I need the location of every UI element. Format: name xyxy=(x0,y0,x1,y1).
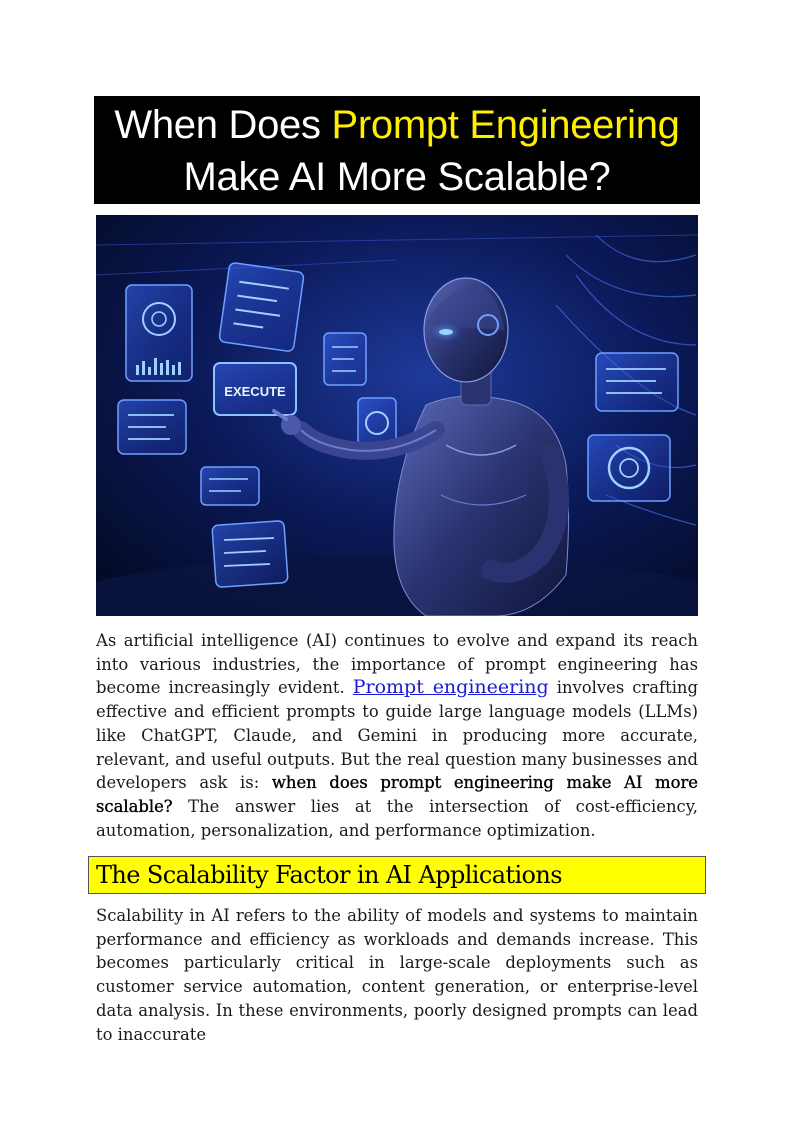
execute-label: EXECUTE xyxy=(224,384,286,399)
intro-text-2: involves crafting effective and efficient prompts to guide large language models (LLMs) like ChatGPT, Claude, and Gemini in producing more accurate, relevant, and useful outputs. But the real question many businesses and developers ask is: xyxy=(96,678,698,793)
intro-text-3: The answer lies at the intersection of cost-efficiency, automation, personalization, and performance optimization. xyxy=(96,796,698,840)
title-highlight: Prompt Engineering xyxy=(331,103,680,147)
panel-2 xyxy=(219,262,304,352)
section-heading: The Scalability Factor in AI Applications xyxy=(88,856,706,894)
panel-6 xyxy=(201,467,259,505)
panel-7 xyxy=(212,521,288,588)
intro-paragraph xyxy=(96,629,698,842)
hero-image xyxy=(96,215,698,616)
execute-panel xyxy=(214,363,296,415)
page-title xyxy=(94,96,700,204)
intro-text-1: As artificial intelligence (AI) continues to evolve and expand its reach into various industries, the importance of prompt engineering has become increasingly evident. xyxy=(96,631,698,698)
section-body: Scalability in AI refers to the ability of models and systems to maintain performance and efficiency as workloads and demands increase. This becomes particularly critical in large-scale deployments such as customer service automation, content generation, or enterprise-level data analysis. In these environments, poorly designed prompts can lead to inaccurate xyxy=(96,906,698,1044)
title-line-1 xyxy=(94,99,700,151)
intro-bold-question: when does prompt engineering make AI more scalable? xyxy=(96,773,698,816)
panel-8 xyxy=(596,353,678,411)
panel-4 xyxy=(324,333,366,385)
title-line-2: Make AI More Scalable? xyxy=(183,155,611,199)
panel-1 xyxy=(126,285,192,381)
panel-9 xyxy=(588,435,670,501)
title-text: When Does xyxy=(114,103,332,147)
panel-3 xyxy=(118,400,186,454)
robot-illustration xyxy=(96,215,698,616)
prompt-engineering-link[interactable]: Prompt engineering xyxy=(352,676,549,699)
